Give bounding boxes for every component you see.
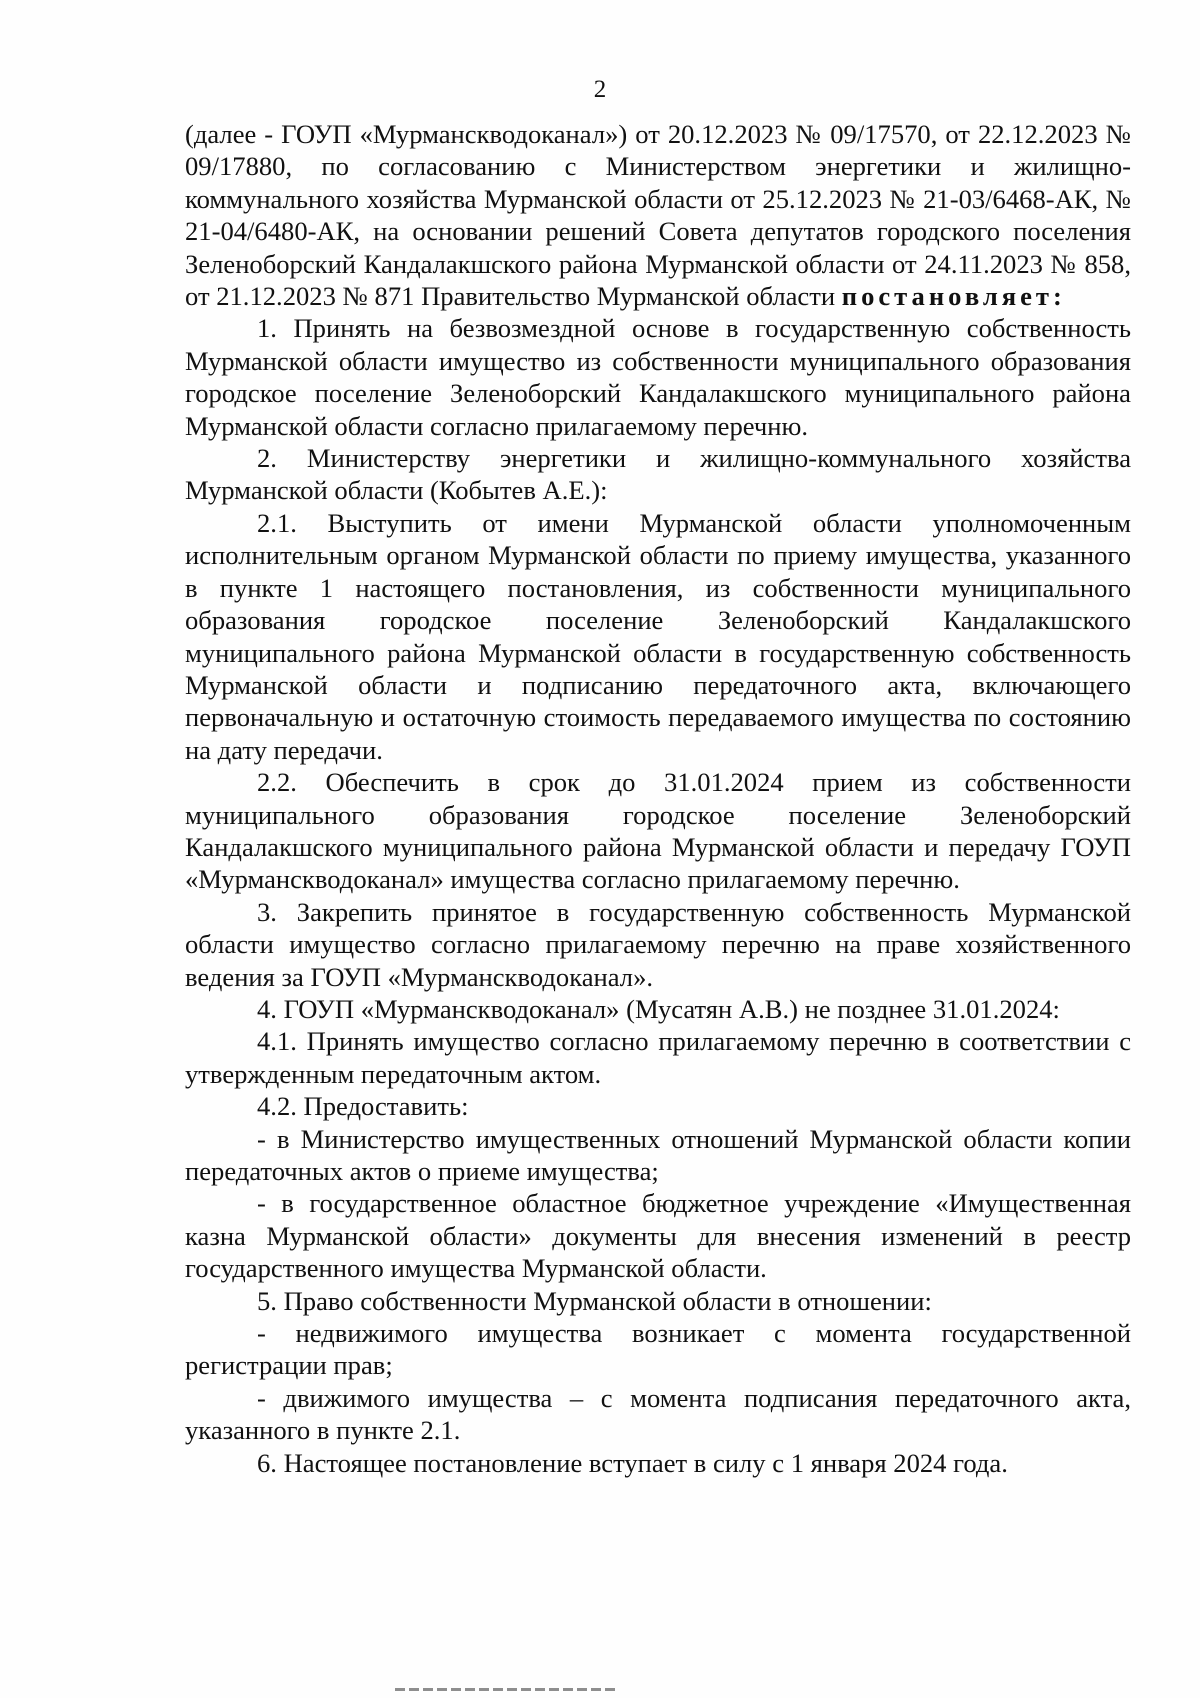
paragraph-5-b: - движимого имущества – с момента подписания передаточного акта, указанного в пункте 2.1. — [185, 1382, 1131, 1446]
opening-text: (далее - ГОУП «Мурманскводоканал») от 20.12.2023 № 09/17570, от 22.12.2023 № 09/17880, по согласованию с Министерством энергетики и жилищно-коммунального хозяйства Мурманской области от 25.12.2023 № 21-03/6468-АК, № 21-04/6480-АК, на основании решений Совета депутатов городского поселения Зеленоборский Кандалакшского района Мурманской области от 24.11.2023 № 858, от 21.12.2023 № 871 Правительство Мурманской — [185, 119, 1131, 312]
paragraph-4-2: 4.2. Предоставить: — [257, 1091, 469, 1122]
opening-last-line-prefix: области — [746, 281, 836, 312]
page-bottom-scan-artifact — [395, 1688, 615, 1691]
paragraph-4-2-b: - в государственное областное бюджетное учреждение «Имущественная казна Мурманской области» документы для внесения изменений в реестр государственного имущества Мурманской области. — [185, 1188, 1131, 1284]
resolves-keyword: постановляет: — [841, 281, 1066, 312]
paragraph-2-1: 2.1. Выступить от имени Мурманской области уполномоченным исполнительным органом Мурманской области по приему имущества, указанного в пункте 1 настоящего постановления, из собственности муниципального образования городское поселение Зеленоборский Кандалакшского муниципального района Мурманской области в государственную собственность Мурманской области и подписанию передаточного акта, включающего первоначальную и остаточную стоимость передаваемого имущества по состоянию на дату передачи. — [185, 507, 1131, 765]
paragraph-2: 2. Министерству энергетики и жилищно-коммунального хозяйства Мурманской области (Кобытев А.Е.): — [185, 443, 1131, 506]
opening-paragraph — [185, 118, 1131, 312]
paragraph-5: 5. Право собственности Мурманской области в отношении: — [257, 1285, 932, 1316]
paragraph-1: 1. Принять на безвозмездной основе в государственную собственность Мурманской области имущество из собственности муниципального образования городское поселение Зеленоборский Кандалакшского муниципального района Мурманской области согласно прилагаемому перечню. — [185, 313, 1131, 441]
paragraph-6: 6. Настоящее постановление вступает в силу с 1 января 2024 года. — [257, 1447, 1008, 1478]
paragraph-5-a: - недвижимого имущества возникает с момента государственной регистрации прав; — [185, 1318, 1131, 1381]
paragraph-3: 3. Закрепить принятое в государственную собственность Мурманской области имущество согласно прилагаемому перечню на праве хозяйственного ведения за ГОУП «Мурманскводоканал». — [185, 896, 1131, 992]
page-number: 2 — [593, 76, 607, 103]
paragraph-2-2: 2.2. Обеспечить в срок до 31.01.2024 прием из собственности муниципального образования городское поселение Зеленоборский Кандалакшского муниципального района Мурманской области и передачу ГОУП «Мурманскводоканал» имущества согласно прилагаемому перечню. — [185, 767, 1131, 895]
paragraph-4: 4. ГОУП «Мурманскводоканал» (Мусатян А.В.) не позднее 31.01.2024: — [257, 993, 1060, 1024]
paragraph-4-2-a: - в Министерство имущественных отношений Мурманской области копии передаточных актов о приеме имущества; — [185, 1123, 1131, 1186]
paragraph-4-1: 4.1. Принять имущество согласно прилагаемому перечню в соответствии с утвержденным передаточным актом. — [185, 1026, 1131, 1089]
document-body — [185, 118, 1131, 1479]
